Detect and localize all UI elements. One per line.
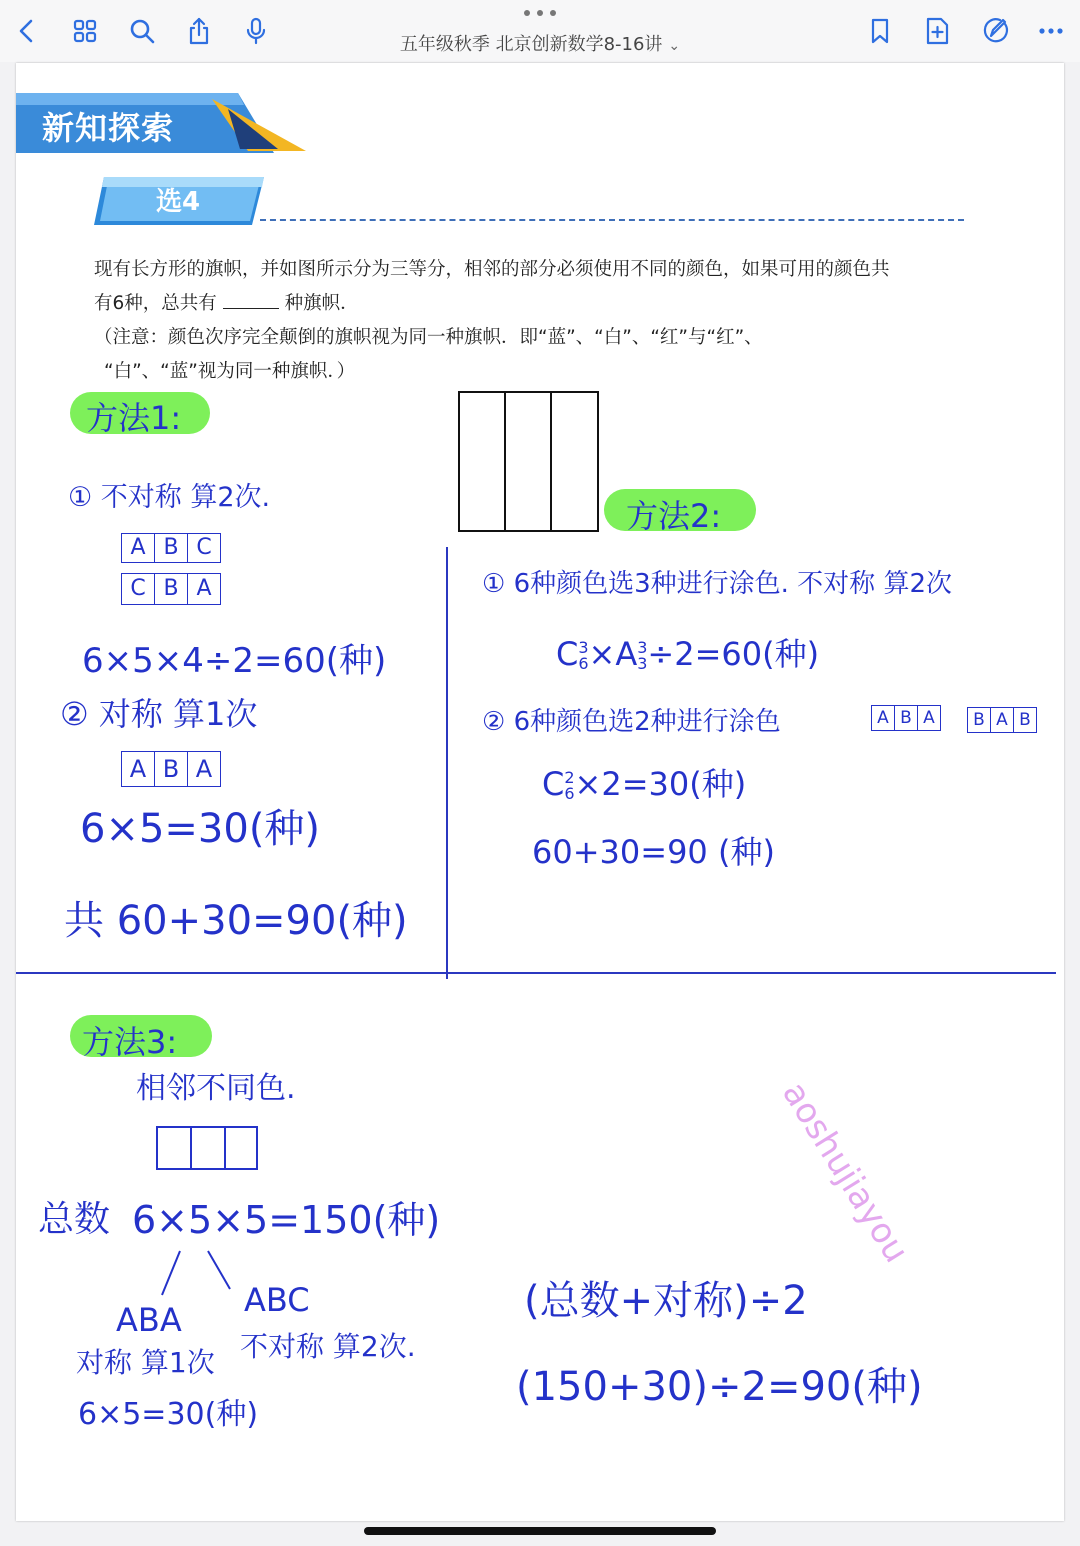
dashed-divider xyxy=(260,219,964,221)
method1-box-aba xyxy=(121,751,221,787)
box-cell: A xyxy=(188,751,221,787)
grid-icon[interactable] xyxy=(68,14,102,48)
combination-symbol: C xyxy=(556,635,579,673)
subscript: 6 xyxy=(578,654,589,673)
microphone-icon[interactable] xyxy=(239,14,273,48)
problem-note-2: “白”、“蓝”视为同一种旗帜．） xyxy=(104,361,356,382)
method1-step2: ② 对称 算1次 xyxy=(60,695,258,733)
document-title[interactable] xyxy=(300,30,780,56)
watermark: aoshujiayou xyxy=(774,1075,917,1270)
box-cell: B xyxy=(155,533,188,563)
method2-box-bab xyxy=(967,707,1037,733)
method3-total-label: 总数 xyxy=(38,1199,111,1240)
home-indicator[interactable] xyxy=(364,1527,716,1535)
document-page[interactable] xyxy=(16,63,1064,1521)
multitasking-dots[interactable] xyxy=(524,6,556,20)
method2-box-aba xyxy=(871,705,941,731)
more-icon[interactable] xyxy=(1034,14,1068,48)
box-cell: A xyxy=(121,533,155,563)
subscript: 3 xyxy=(637,654,648,673)
method1-total: 共 60+30=90(种) xyxy=(64,898,408,944)
problem-line-2 xyxy=(94,287,974,321)
problem-line-2-pre: 有6种，总共有 xyxy=(94,293,217,314)
pen-icon[interactable] xyxy=(977,14,1011,48)
branch-right-note: 不对称 算2次. xyxy=(240,1330,416,1363)
superscript: 2 xyxy=(564,768,575,787)
document-title-text: 五年级秋季 北京创新数学8-16讲 xyxy=(399,34,663,55)
back-icon[interactable] xyxy=(10,14,44,48)
vertical-divider xyxy=(446,547,448,979)
top-toolbar xyxy=(0,0,1080,62)
sub-banner xyxy=(94,171,266,227)
calc-end: ÷2=60(种) xyxy=(647,635,820,673)
method1-box-cba xyxy=(121,573,221,605)
box-cell: A xyxy=(918,705,941,731)
method3-label: 方法3: xyxy=(82,1023,178,1061)
add-page-icon[interactable] xyxy=(920,14,954,48)
problem-line-2-post: 种旗帜． xyxy=(284,293,359,314)
branch-left-label: ABA xyxy=(116,1301,182,1339)
box-cell: C xyxy=(188,533,221,563)
method1-calc2: 6×5=30(种) xyxy=(80,806,321,852)
share-icon[interactable] xyxy=(182,14,216,48)
box-cell: A xyxy=(991,707,1014,733)
branch-left-calc: 6×5=30(种) xyxy=(78,1397,259,1432)
superscript: 3 xyxy=(578,638,589,657)
box-cell: A xyxy=(871,705,895,731)
section-banner xyxy=(16,91,306,155)
search-icon[interactable] xyxy=(125,14,159,48)
box-cell: B xyxy=(155,751,188,787)
box-cell: A xyxy=(188,573,221,605)
problem-text xyxy=(94,253,974,389)
chevron-down-icon: ⌄ xyxy=(668,38,681,54)
box-cell: B xyxy=(155,573,188,605)
answer-blank xyxy=(223,288,279,309)
method2-label: 方法2: xyxy=(626,497,722,535)
method1-label: 方法1: xyxy=(86,399,182,437)
method2-calc3: 60+30=90 (种) xyxy=(532,833,775,871)
method1-calc1: 6×5×4÷2=60(种) xyxy=(82,641,387,681)
flag-diagram xyxy=(458,391,600,533)
sub-title: 选4 xyxy=(156,187,201,217)
box-cell: B xyxy=(967,707,991,733)
method3-note: 相邻不同色. xyxy=(136,1071,296,1106)
combination-symbol: C xyxy=(542,765,565,803)
branch-lines xyxy=(156,1249,236,1301)
problem-note-1: （注意：颜色次序完全颠倒的旗帜视为同一种旗帜．即“蓝”、“白”、“红”与“红”、 xyxy=(94,327,763,348)
section-title: 新知探索 xyxy=(42,109,175,147)
method2-calc1 xyxy=(556,629,819,675)
method2-step2: ② 6种颜色选2种进行涂色 xyxy=(482,707,781,737)
times-sign: × xyxy=(588,635,616,673)
method3-formula-calc: (150+30)÷2=90(种) xyxy=(516,1364,923,1410)
horizontal-divider xyxy=(16,972,1056,974)
method3-formula: (总数+对称)÷2 xyxy=(524,1278,808,1324)
box-cell: A xyxy=(121,751,155,787)
subscript: 6 xyxy=(564,784,575,803)
box-cell: B xyxy=(1014,707,1037,733)
superscript: 3 xyxy=(637,638,648,657)
method2-calc2 xyxy=(542,759,746,805)
branch-right-label: ABC xyxy=(244,1281,310,1319)
bookmark-icon[interactable] xyxy=(863,14,897,48)
arrangement-symbol: A xyxy=(615,635,638,673)
box-cell: C xyxy=(121,573,155,605)
method1-step1: ① 不对称 算2次. xyxy=(68,482,271,513)
box-cell: B xyxy=(895,705,918,731)
method1-box-abc xyxy=(121,533,221,563)
method3-total-calc: 6×5×5=150(种) xyxy=(132,1198,441,1242)
calc-end: ×2=30(种) xyxy=(574,765,747,803)
method2-step1: ① 6种颜色选3种进行涂色. 不对称 算2次 xyxy=(482,569,952,599)
problem-line-1: 现有长方形的旗帜，并如图所示分为三等分，相邻的部分必须使用不同的颜色，如果可用的颜色共 xyxy=(94,259,890,280)
flag-diagram-small xyxy=(156,1126,260,1172)
branch-left-note: 对称 算1次 xyxy=(76,1346,215,1379)
